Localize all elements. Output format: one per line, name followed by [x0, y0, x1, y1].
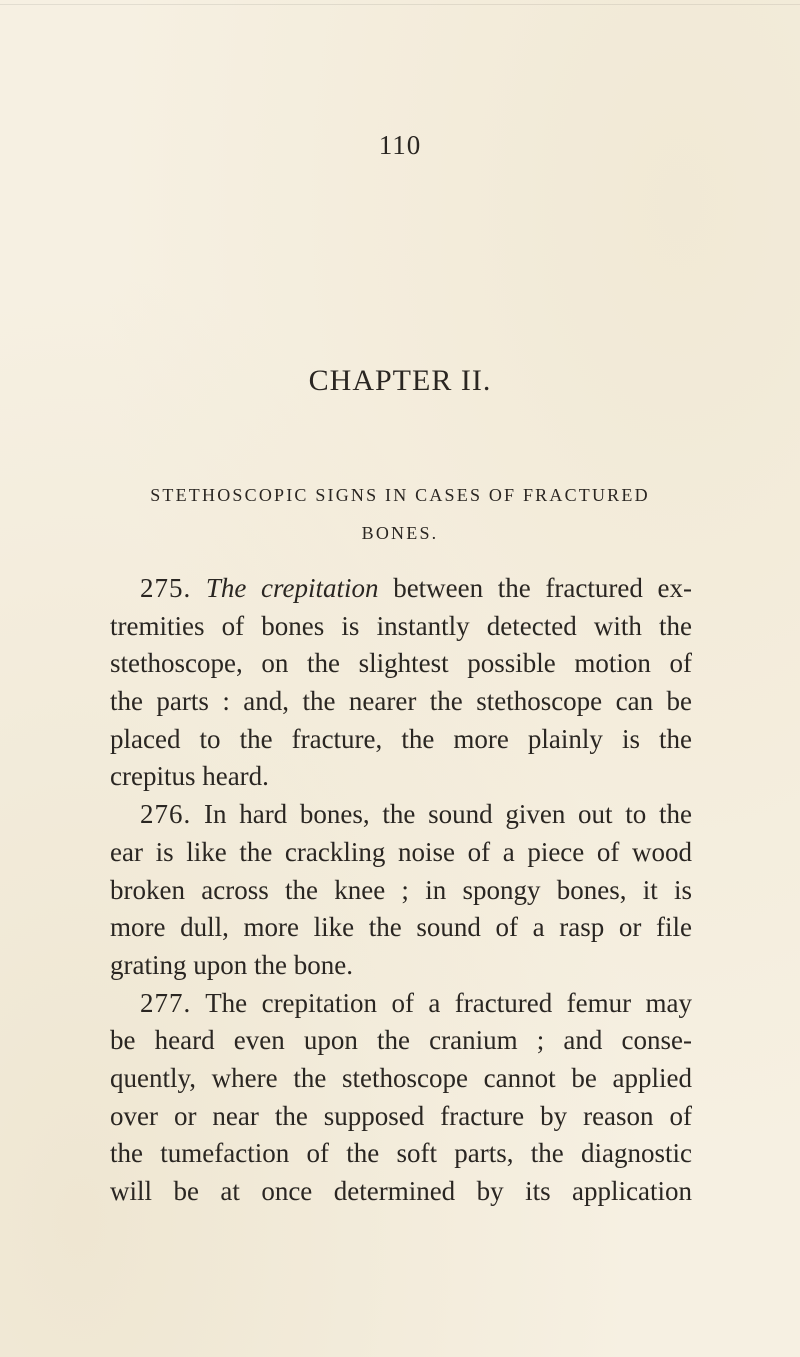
- paragraph-276-line-3: broken across the knee ; in spongy bones, it is: [110, 874, 692, 905]
- paragraph-number-277: 277.: [140, 987, 192, 1018]
- paragraph-275-line-1: [110, 570, 692, 608]
- paragraph-275-line-3: stethoscope, on the slightest possible motion of: [110, 648, 692, 679]
- paragraph-text: between the fractured ex-: [378, 573, 693, 603]
- paragraph-277-line-6: will be at once determined by its application: [110, 1176, 692, 1206]
- italic-phrase: The crepitation: [205, 573, 379, 603]
- paragraph-277-line-3: quently, where the stethoscope cannot be applied: [110, 1062, 692, 1093]
- chapter-heading: CHAPTER II.: [308, 364, 492, 397]
- paragraph-275-line-5: placed to the fracture, the more plainly is the: [110, 723, 692, 754]
- paragraph-277-line-5: the tumefaction of the soft parts, the diagnostic: [110, 1138, 692, 1169]
- section-title-line-2: BONES.: [361, 523, 439, 543]
- paragraph-275-line-4: the parts : and, the nearer the stethoscope can be: [110, 686, 692, 717]
- paragraph-276-line-5: grating upon the bone.: [110, 949, 353, 980]
- paragraph-276-line-2: ear is like the crackling noise of a piece of wood: [110, 836, 692, 867]
- paragraph-277-line-2: be heard even upon the cranium ; and conse-: [110, 1025, 692, 1056]
- paragraph-275-line-2: tremities of bones is instantly detected with the: [110, 610, 692, 641]
- section-title: [110, 476, 690, 552]
- paragraph-277-line-4: over or near the supposed fracture by reason of: [110, 1100, 692, 1131]
- paragraph-text: The crepitation of a fractured femur may: [205, 987, 692, 1018]
- paragraph-275-line-6: crepitus heard.: [110, 761, 269, 792]
- page-number: 110: [378, 130, 422, 160]
- paragraph-276-line-1: [110, 796, 692, 834]
- paragraph-text: In hard bones, the sound given out to the: [203, 799, 692, 830]
- page-edge-rule: [0, 4, 800, 5]
- paragraph-number-275: 275.: [140, 573, 192, 603]
- paragraph-number-276: 276.: [140, 799, 192, 830]
- body-text: [110, 570, 692, 1211]
- paragraph-277-line-1: [110, 985, 692, 1023]
- section-title-line-1: STETHOSCOPIC SIGNS IN CASES OF FRACTURED: [150, 485, 650, 505]
- paragraph-276-line-4: more dull, more like the sound of a rasp or file: [110, 912, 692, 943]
